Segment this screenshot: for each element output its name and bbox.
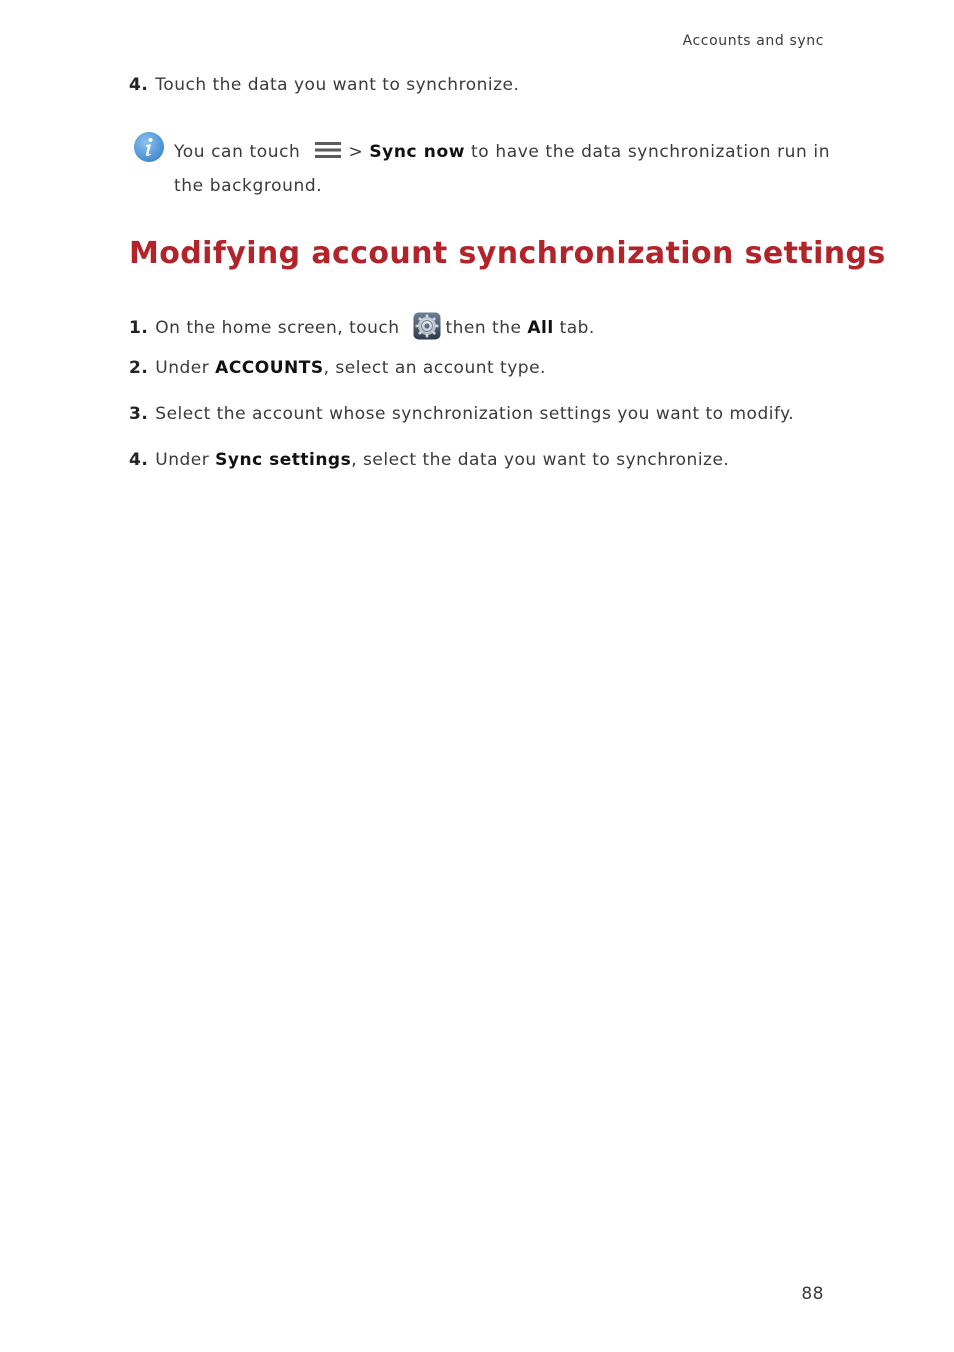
running-header: Accounts and sync	[682, 33, 824, 49]
step-after: , select an account type.	[323, 358, 546, 378]
step-number: 3.	[129, 404, 149, 424]
section-step-3	[129, 404, 794, 424]
step-number: 4.	[129, 450, 149, 470]
step-before: Under	[155, 358, 210, 378]
step-middle: then the	[445, 318, 522, 338]
menu-icon	[314, 140, 342, 160]
step-number: 1.	[129, 318, 149, 338]
section-step-2	[129, 358, 546, 378]
settings-icon	[413, 312, 441, 340]
step-number: 2.	[129, 358, 149, 378]
note-before: You can touch	[174, 142, 301, 162]
note-text	[174, 135, 834, 203]
step-bold: Sync settings	[215, 450, 352, 470]
section-title: Modifying account synchronization settings	[129, 236, 886, 271]
section-step-1	[129, 312, 595, 340]
step-before: On the home screen, touch	[155, 318, 400, 338]
step-after: tab.	[559, 318, 595, 338]
step-number: 4.	[129, 75, 149, 95]
info-note	[129, 130, 829, 200]
page-number: 88	[801, 1284, 824, 1304]
step-bold: ACCOUNTS	[215, 358, 324, 378]
step-bold: All	[527, 318, 554, 338]
step-text: Touch the data you want to synchronize.	[155, 75, 520, 95]
note-after: to have the data synchronization run in the background.	[174, 142, 831, 196]
section-step-4	[129, 450, 729, 470]
note-bold: Sync now	[369, 142, 466, 162]
note-separator: >	[348, 142, 364, 162]
step-after: , select the data you want to synchronize.	[351, 450, 730, 470]
step-text: Select the account whose synchronization settings you want to modify.	[155, 404, 795, 424]
step-before: Under	[155, 450, 210, 470]
intro-step	[129, 75, 519, 95]
info-icon	[133, 131, 165, 163]
